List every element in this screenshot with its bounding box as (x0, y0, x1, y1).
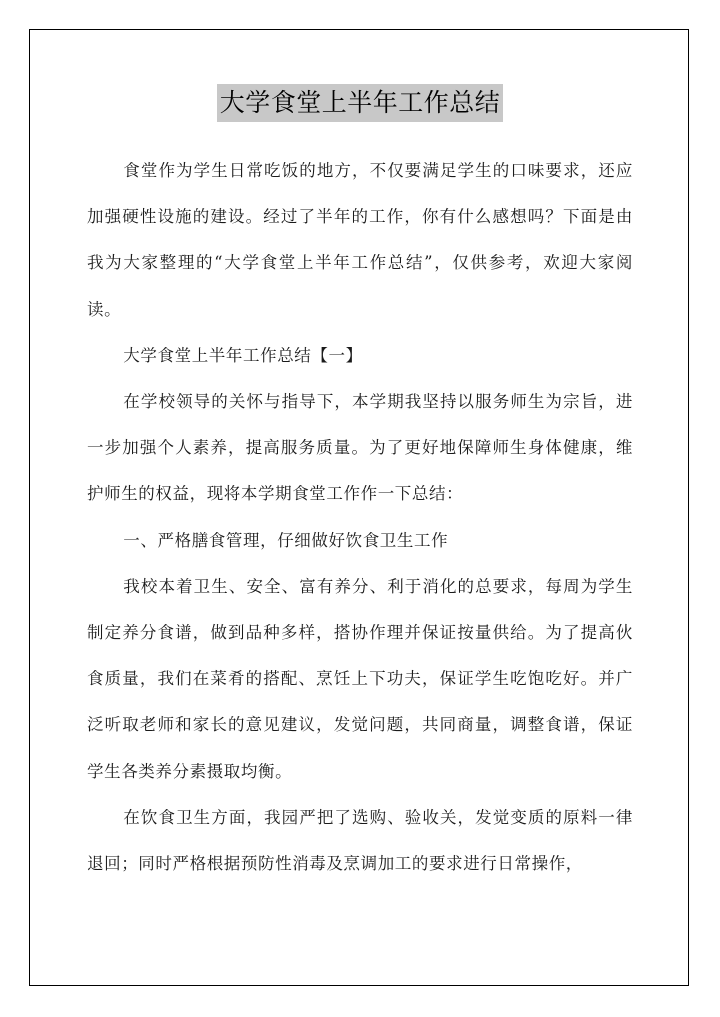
subsection-heading: 一、严格膳食管理，仔细做好饮食卫生工作 (123, 530, 449, 550)
title-container (0, 84, 720, 122)
section-heading: 大学食堂上半年工作总结【一】 (123, 345, 363, 365)
body-paragraph: 在饮食卫生方面，我园严把了选购、验收关，发觉变质的原料一律退回；同时严格根据预防性消毒及烹调加工的要求进行日常操作， (87, 807, 633, 874)
body-paragraph: 我校本着卫生、安全、富有养分、利于消化的总要求，每周为学生制定养分食谱，做到品种多样，搭协作理并保证按量供给。为了提高伙食质量，我们在菜肴的搭配、烹饪上下功夫，保证学生吃饱吃好。并广泛听取老师和家长的意见建议，发觉问题，共同商量，调整食谱，保证学生各类养分素摄取均衡。 (87, 576, 633, 781)
document-body (87, 148, 633, 887)
body-paragraph: 在学校领导的关怀与指导下，本学期我坚持以服务师生为宗旨，进一步加强个人素养，提高服务质量。为了更好地保障师生身体健康，维护师生的权益，现将本学期食堂工作作一下总结： (87, 392, 633, 504)
intro-paragraph: 食堂作为学生日常吃饭的地方，不仅要满足学生的口味要求，还应加强硬性设施的建设。经过了半年的工作，你有什么感想吗？下面是由我为大家整理的“大学食堂上半年工作总结”，仅供参考，欢迎大家阅读。 (87, 161, 633, 319)
document-title: 大学食堂上半年工作总结 (217, 84, 504, 122)
